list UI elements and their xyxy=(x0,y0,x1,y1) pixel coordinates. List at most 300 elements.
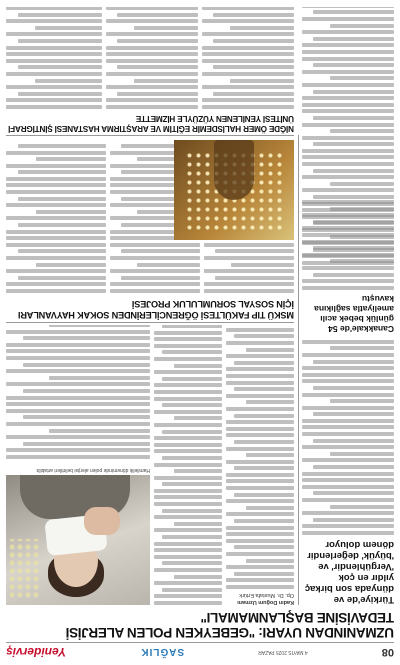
text-line xyxy=(302,7,394,8)
text-line xyxy=(313,439,394,443)
text-line xyxy=(313,386,394,390)
text-line xyxy=(18,39,102,43)
text-line xyxy=(121,249,200,253)
text-line xyxy=(330,24,394,28)
text-line xyxy=(330,129,394,133)
text-line xyxy=(302,30,394,34)
text-line xyxy=(234,519,294,523)
text-line xyxy=(302,228,394,232)
text-line xyxy=(154,515,222,519)
column-text xyxy=(154,325,222,605)
text-line xyxy=(162,482,222,486)
text-line xyxy=(137,263,200,267)
text-line xyxy=(6,236,106,240)
text-line xyxy=(302,406,394,410)
text-line xyxy=(215,249,294,253)
text-line xyxy=(202,19,294,23)
text-line xyxy=(330,505,394,509)
text-line xyxy=(302,478,394,482)
text-line xyxy=(226,394,294,398)
text-line xyxy=(154,568,222,572)
text-line xyxy=(154,548,222,552)
text-line xyxy=(106,7,198,10)
text-line xyxy=(174,364,222,368)
text-line xyxy=(302,208,394,212)
text-line xyxy=(18,223,106,227)
text-line xyxy=(6,59,102,63)
section-rule xyxy=(6,322,294,323)
text-line xyxy=(302,136,394,140)
text-line xyxy=(213,13,294,17)
text-line xyxy=(313,465,394,469)
text-line xyxy=(6,382,150,386)
text-line xyxy=(204,282,294,286)
headline-3: NİĞDE ÖMER HALİSDEMİR EĞİTİM VE ARAŞTIRMA HASTANESİ ŞİNTİGRAFİ ÜNİTESİ YENİLENEN YÜZÜYLE HİZMETTE xyxy=(8,114,294,133)
text-line xyxy=(18,92,102,96)
text-line xyxy=(162,430,222,434)
text-line xyxy=(313,90,394,94)
text-line xyxy=(49,429,150,433)
text-line xyxy=(23,363,150,367)
text-line xyxy=(302,202,394,206)
text-line xyxy=(246,559,294,563)
text-line xyxy=(202,85,294,89)
text-line xyxy=(36,210,106,214)
text-line xyxy=(154,463,222,467)
text-line xyxy=(226,552,294,556)
text-line xyxy=(18,13,102,17)
text-line xyxy=(226,460,294,464)
text-line xyxy=(106,52,198,56)
newspaper-logo: Yeniderviş xyxy=(6,645,67,659)
text-line xyxy=(234,572,294,576)
text-line xyxy=(202,32,294,36)
text-line xyxy=(313,142,394,146)
text-line xyxy=(215,276,294,280)
text-line xyxy=(110,289,200,293)
text-line xyxy=(154,337,222,341)
text-line xyxy=(302,57,394,61)
text-line xyxy=(154,594,222,598)
text-line xyxy=(302,393,394,397)
text-line xyxy=(302,419,394,423)
text-line xyxy=(36,263,106,267)
photo-caption: Hamilelik döneminde polen alerjisi belirtileri artabilir. xyxy=(35,467,150,473)
text-line xyxy=(6,396,150,400)
text-line xyxy=(154,331,222,335)
text-line xyxy=(313,195,394,199)
text-line xyxy=(302,17,394,21)
byline xyxy=(226,591,294,605)
text-line xyxy=(226,341,294,345)
article-column-1 xyxy=(226,325,294,605)
text-line xyxy=(154,410,222,414)
text-line xyxy=(230,26,294,30)
text-line xyxy=(231,263,294,267)
text-line xyxy=(330,182,394,186)
text-line xyxy=(6,230,106,234)
text-line xyxy=(117,65,198,69)
text-line xyxy=(234,466,294,470)
text-line xyxy=(154,370,222,374)
column-text xyxy=(226,325,294,589)
text-line xyxy=(106,72,198,76)
text-line xyxy=(117,92,198,96)
text-line xyxy=(302,149,394,153)
text-line xyxy=(154,489,222,493)
text-line xyxy=(226,473,294,477)
text-line xyxy=(154,502,222,506)
byline-role: Op. Dr. Mustafa Ertürk xyxy=(239,592,294,598)
article3-column-1 xyxy=(202,7,294,109)
text-line xyxy=(106,59,198,63)
text-line xyxy=(6,85,102,89)
text-line xyxy=(6,350,150,354)
text-line xyxy=(6,422,150,426)
text-line xyxy=(234,493,294,497)
text-line xyxy=(162,561,222,565)
text-line xyxy=(302,340,394,344)
text-line xyxy=(18,170,106,174)
text-line xyxy=(6,151,106,155)
text-line xyxy=(154,383,222,387)
text-line xyxy=(202,72,294,76)
text-line xyxy=(110,256,200,260)
text-line xyxy=(106,46,198,50)
text-line xyxy=(302,70,394,74)
text-line xyxy=(330,452,394,456)
text-line xyxy=(302,373,394,377)
text-line xyxy=(6,269,106,273)
page-header xyxy=(6,644,394,660)
text-line xyxy=(154,443,222,447)
text-line xyxy=(226,381,294,385)
text-line xyxy=(6,369,150,373)
article2-column-3 xyxy=(6,143,106,293)
text-line xyxy=(313,491,394,495)
students-with-animals-photo xyxy=(174,140,294,240)
sidebar-subhead: Canakkale'de 54 günlük bebek acılı ameliyatla sağlıkına kavuştu xyxy=(314,293,394,334)
text-line xyxy=(35,79,102,83)
text-line xyxy=(6,409,150,413)
text-line xyxy=(302,254,394,258)
text-line xyxy=(154,476,222,480)
text-line xyxy=(6,256,106,260)
text-line xyxy=(204,269,294,273)
text-line xyxy=(302,50,394,54)
text-line xyxy=(302,109,394,113)
text-line xyxy=(6,343,150,347)
text-line xyxy=(154,390,222,394)
text-line xyxy=(174,469,222,473)
text-line xyxy=(6,190,106,194)
text-line xyxy=(302,241,394,245)
text-line xyxy=(302,511,394,515)
text-line xyxy=(226,407,294,411)
text-line xyxy=(313,116,394,120)
text-line xyxy=(246,453,294,457)
text-line xyxy=(246,506,294,510)
column-text xyxy=(302,7,394,265)
text-line xyxy=(6,98,102,102)
text-line xyxy=(117,13,198,17)
text-line xyxy=(226,499,294,503)
text-line xyxy=(23,442,150,446)
text-line xyxy=(202,105,294,109)
text-line xyxy=(162,350,222,354)
text-line xyxy=(6,184,106,188)
text-line xyxy=(246,400,294,404)
column-divider xyxy=(298,135,299,605)
text-line xyxy=(162,456,222,460)
article3-column-3 xyxy=(6,7,102,109)
text-line xyxy=(302,103,394,107)
text-line xyxy=(106,98,198,102)
text-line xyxy=(234,387,294,391)
issue-info: 4 MAYIS 2025 PAZAR xyxy=(258,649,308,655)
text-line xyxy=(330,399,394,403)
text-line xyxy=(302,472,394,476)
text-line xyxy=(302,426,394,430)
text-line xyxy=(226,526,294,530)
text-line xyxy=(313,169,394,173)
text-line xyxy=(154,542,222,546)
text-line xyxy=(230,79,294,83)
text-line xyxy=(313,37,394,41)
text-line xyxy=(6,7,102,10)
text-line xyxy=(226,486,294,490)
text-line xyxy=(154,555,222,559)
text-line xyxy=(174,416,222,420)
text-line xyxy=(154,581,222,585)
text-line xyxy=(106,105,198,109)
text-line xyxy=(302,266,394,270)
text-line xyxy=(106,19,198,23)
text-line xyxy=(106,32,198,36)
text-line xyxy=(226,433,294,437)
text-line xyxy=(246,348,294,352)
text-line xyxy=(313,273,394,277)
text-line xyxy=(313,10,394,14)
text-line xyxy=(213,39,294,43)
text-line xyxy=(302,432,394,436)
text-line xyxy=(174,575,222,579)
text-line xyxy=(23,415,150,419)
text-line xyxy=(302,445,394,449)
text-line xyxy=(162,509,222,513)
main-headline: UZMANINDAN UYARI: "GEBEYKEN POLEN ALERJİSİ TEDAVİSİNE BAŞLANMAMALI" xyxy=(65,610,394,640)
text-line xyxy=(6,402,150,406)
article-column-2 xyxy=(154,325,222,605)
text-line xyxy=(6,356,150,360)
text-line xyxy=(302,286,394,290)
text-line xyxy=(154,528,222,532)
text-line xyxy=(110,243,200,247)
text-line xyxy=(49,376,150,380)
text-line xyxy=(154,423,222,427)
text-line xyxy=(202,7,294,10)
text-line xyxy=(302,156,394,160)
text-line xyxy=(6,455,150,459)
text-line xyxy=(302,96,394,100)
text-line xyxy=(6,46,102,50)
text-line xyxy=(117,39,198,43)
text-line xyxy=(226,532,294,536)
text-line xyxy=(302,261,394,265)
text-line xyxy=(226,328,294,332)
section-rule-2 xyxy=(6,135,294,136)
text-line xyxy=(154,357,222,361)
text-line xyxy=(110,282,200,286)
text-line xyxy=(18,65,102,69)
text-line xyxy=(302,524,394,528)
text-line xyxy=(313,63,394,67)
column-text xyxy=(6,325,150,459)
text-line xyxy=(226,565,294,569)
text-line xyxy=(226,539,294,543)
headline-2: MSKÜ TIP FAKÜLTESİ ÖĞRENCİLERİNDEN SOKAK HAYVANLARI İÇİN SOSYAL SORUMLULUK PROJESİ xyxy=(18,299,294,320)
text-line xyxy=(226,374,294,378)
text-line xyxy=(302,485,394,489)
text-line xyxy=(162,403,222,407)
text-line xyxy=(18,249,106,253)
text-line xyxy=(162,377,222,381)
text-line xyxy=(162,325,222,328)
text-line xyxy=(226,512,294,516)
text-line xyxy=(226,354,294,358)
text-line xyxy=(6,216,106,220)
text-line xyxy=(202,98,294,102)
text-line xyxy=(302,531,394,535)
column-text xyxy=(202,7,294,109)
column-text xyxy=(106,7,198,109)
column-text xyxy=(6,143,106,293)
text-line xyxy=(6,177,106,181)
text-line xyxy=(234,414,294,418)
text-line xyxy=(6,282,106,286)
text-line xyxy=(106,85,198,89)
text-line xyxy=(302,366,394,370)
text-line xyxy=(202,59,294,63)
text-line xyxy=(234,361,294,365)
text-line xyxy=(18,144,106,148)
text-line xyxy=(302,498,394,502)
text-line xyxy=(35,26,102,30)
text-line xyxy=(154,496,222,500)
text-line xyxy=(302,175,394,179)
text-line xyxy=(174,522,222,526)
text-line xyxy=(330,346,394,350)
sidebar-headline: Türkiye'de ve dünyada son birkaç yıldır en çok 'Vergühlendir' ve 'büyük' değerlendir dönem doluyor xyxy=(304,539,394,605)
text-line xyxy=(302,123,394,127)
text-line xyxy=(226,585,294,589)
text-line xyxy=(6,32,102,36)
text-line xyxy=(6,289,106,293)
text-line xyxy=(134,79,198,83)
column-text xyxy=(204,243,294,293)
text-line xyxy=(302,279,394,283)
text-line xyxy=(154,397,222,401)
text-line xyxy=(213,92,294,96)
text-line xyxy=(6,330,150,334)
text-line xyxy=(302,43,394,47)
text-line xyxy=(6,19,102,23)
text-line xyxy=(204,256,294,260)
text-line xyxy=(330,235,394,239)
text-line xyxy=(162,535,222,539)
text-line xyxy=(36,157,106,161)
text-line xyxy=(330,76,394,80)
text-line xyxy=(110,269,200,273)
text-line xyxy=(6,243,106,247)
section-label: SAĞLIK xyxy=(140,646,185,658)
text-line xyxy=(6,448,150,452)
text-line xyxy=(162,588,222,592)
text-line xyxy=(302,379,394,383)
text-line xyxy=(134,26,198,30)
sidebar-column-lower xyxy=(302,7,394,265)
text-line xyxy=(226,578,294,582)
text-line xyxy=(226,447,294,451)
text-line xyxy=(49,325,150,327)
text-line xyxy=(226,420,294,424)
header-rule xyxy=(6,642,394,643)
text-line xyxy=(154,344,222,348)
byline-name: Kadın Doğum Uzmanı xyxy=(237,599,294,605)
text-line xyxy=(6,164,106,168)
text-line xyxy=(302,458,394,462)
column-text xyxy=(6,7,102,109)
text-line xyxy=(204,243,294,247)
text-line xyxy=(213,65,294,69)
text-line xyxy=(23,336,150,340)
text-line xyxy=(154,449,222,453)
article2-column-1 xyxy=(204,243,294,293)
text-line xyxy=(121,276,200,280)
text-line xyxy=(226,367,294,371)
page-number: 08 xyxy=(381,646,394,658)
text-line xyxy=(6,52,102,56)
text-line xyxy=(234,545,294,549)
text-line xyxy=(302,162,394,166)
article3-column-2 xyxy=(106,7,198,109)
text-line xyxy=(313,412,394,416)
text-line xyxy=(18,197,106,201)
text-line xyxy=(302,188,394,192)
text-line xyxy=(226,480,294,484)
text-line xyxy=(204,289,294,293)
sidebar-text xyxy=(302,340,394,535)
text-line xyxy=(313,248,394,252)
woman-sneezing-photo xyxy=(6,475,150,605)
text-line xyxy=(202,52,294,56)
text-line xyxy=(313,221,394,225)
text-line xyxy=(6,435,150,439)
text-line xyxy=(313,518,394,522)
text-line xyxy=(302,83,394,87)
text-line xyxy=(154,601,222,605)
text-line xyxy=(302,353,394,357)
text-line xyxy=(302,215,394,219)
sidebar xyxy=(302,270,394,605)
text-line xyxy=(6,203,106,207)
text-line xyxy=(154,436,222,440)
text-line xyxy=(226,427,294,431)
article-column-3 xyxy=(6,325,150,459)
text-line xyxy=(234,334,294,338)
text-line xyxy=(6,72,102,76)
text-line xyxy=(313,360,394,364)
